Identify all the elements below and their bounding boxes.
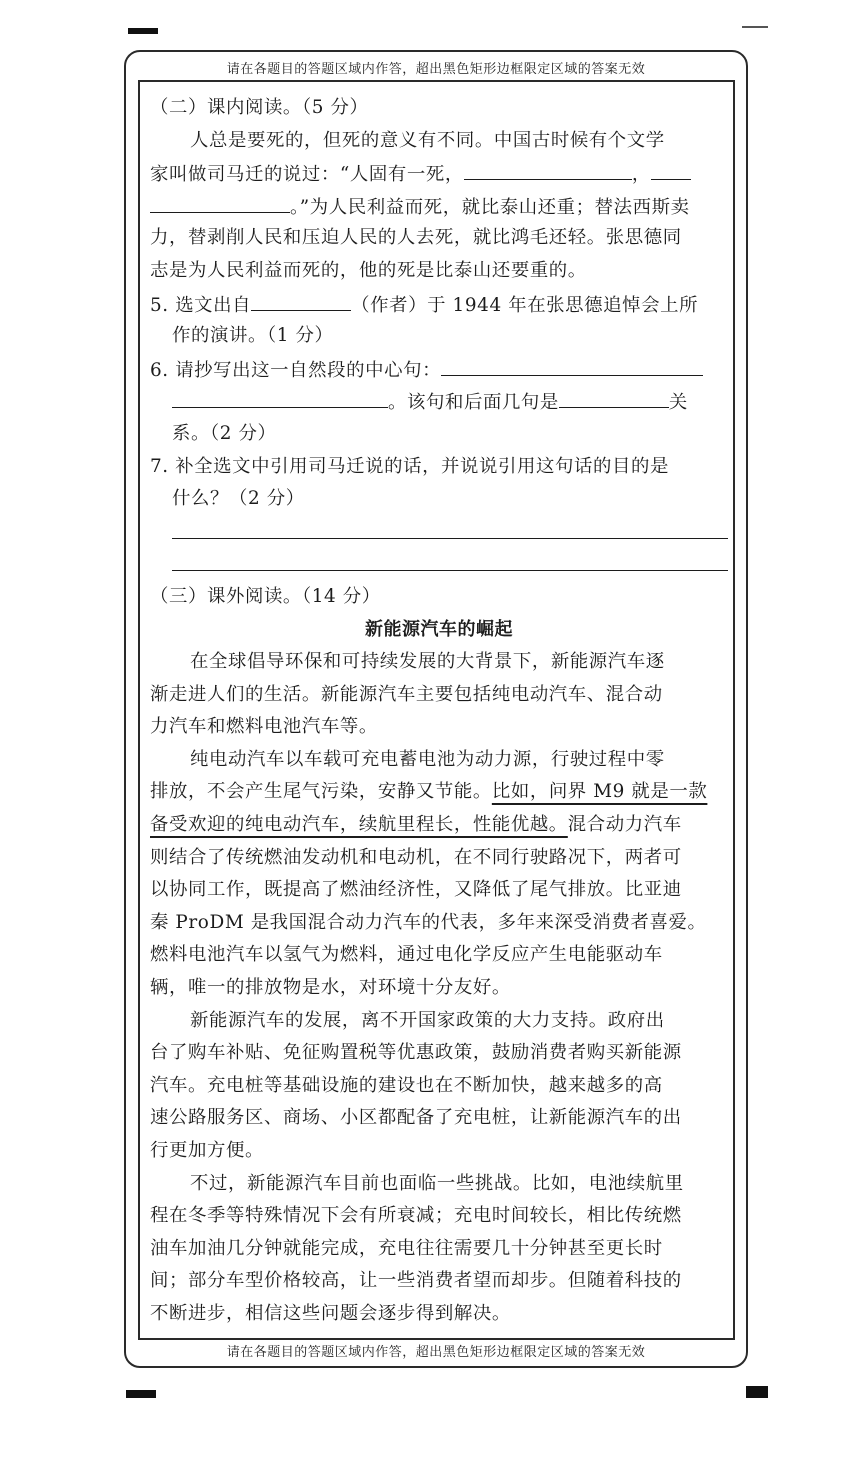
- article-line: 以协同工作，既提高了燃油经济性，又降低了尾气排放。比亚迪: [150, 879, 682, 901]
- article-line: [150, 776, 728, 809]
- passage-line: 人总是要死的，但死的意义有不同。中国古时候有个文学: [190, 129, 665, 151]
- article-line: 油车加油几分钟就能完成，充电往往需要几十分钟甚至更长时: [150, 1237, 663, 1259]
- article-line: 辆，唯一的排放物是水，对环境十分友好。: [150, 977, 511, 999]
- question-5-cont: 作的演讲。（1 分）: [172, 325, 334, 347]
- article-text: 排放，不会产生尾气污染，安静又节能。: [150, 781, 492, 803]
- article-line: 纯电动汽车以车载可充电蓄电池为动力源，行驶过程中零: [190, 748, 665, 770]
- answer-rule: [172, 570, 728, 571]
- passage-line: 志是为人民利益而死的，他的死是比泰山还要重的。: [150, 259, 587, 281]
- question-7: 7. 补全选文中引用司马迁说的话，并说说引用这句话的目的是: [150, 455, 669, 477]
- article-line: 间；部分车型价格较高，让一些消费者望而却步。但随着科技的: [150, 1270, 682, 1292]
- registration-mark-bottom-right: [746, 1386, 768, 1398]
- question-7-cont: 什么？（2 分）: [172, 488, 305, 510]
- passage-text: 家叫做司马迁的说过：“人固有一死，: [150, 164, 464, 186]
- section-2-heading: （二）课内阅读。（5 分）: [150, 97, 369, 118]
- article-line: 渐走进人们的生活。新能源汽车主要包括纯电动汽车、混合动: [150, 683, 663, 705]
- article-line: 力汽车和燃料电池汽车等。: [150, 716, 378, 738]
- answer-line[interactable]: [150, 548, 728, 581]
- answer-blank[interactable]: [251, 288, 351, 311]
- article-line: 不过，新能源汽车目前也面临一些挑战。比如，电池续航里: [190, 1172, 684, 1194]
- question-text: 。该句和后面几句是: [388, 392, 559, 414]
- article-line: 汽车。充电桩等基础设施的建设也在不断加快，越来越多的高: [150, 1074, 663, 1096]
- article-line: 行更加方便。: [150, 1140, 264, 1161]
- article-line: 不断进步，相信这些问题会逐步得到解决。: [150, 1302, 511, 1324]
- notice-bottom: 请在各题目的答题区域内作答，超出黑色矩形边框限定区域的答案无效: [226, 1345, 646, 1360]
- question-text: （作者）于 1944 年在张思德追悼会上所: [351, 294, 699, 316]
- underlined-sentence: 备受欢迎的纯电动汽车，续航里程长，性能优越。: [150, 814, 568, 836]
- question-text: 关: [668, 392, 688, 414]
- underlined-sentence: 比如，问界 M9 就是一款: [491, 781, 708, 803]
- passage-line: [150, 157, 728, 190]
- answer-blank[interactable]: [441, 353, 703, 376]
- registration-mark-top-right: [742, 26, 768, 28]
- article-text: 混合动力汽车: [567, 814, 682, 836]
- answer-line[interactable]: [150, 516, 728, 549]
- article-line: 台了购车补贴、免征购置税等优惠政策，鼓励消费者购买新能源: [150, 1042, 682, 1064]
- question-5: [150, 288, 728, 321]
- article-line: 则结合了传统燃油发动机和电动机，在不同行驶路况下，两者可: [150, 846, 682, 868]
- answer-blank[interactable]: [651, 157, 691, 180]
- article-line: 速公路服务区、商场、小区都配备了充电桩，让新能源汽车的出: [150, 1107, 682, 1129]
- answer-blank[interactable]: [464, 157, 632, 180]
- question-6-cont: [150, 385, 728, 418]
- answer-blank[interactable]: [150, 190, 290, 213]
- registration-mark-bottom-left: [126, 1390, 156, 1398]
- registration-mark-top-left: [128, 28, 158, 34]
- reading-content: [150, 92, 728, 1331]
- question-text: 5. 选文出自: [150, 294, 252, 316]
- section-3-heading: （三）课外阅读。（14 分）: [150, 585, 381, 607]
- notice-top: 请在各题目的答题区域内作答，超出黑色矩形边框限定区域的答案无效: [226, 62, 646, 77]
- article-line: 程在冬季等特殊情况下会有所衰减；充电时间较长，相比传统燃: [150, 1205, 682, 1227]
- answer-rule: [172, 538, 728, 539]
- answer-blank[interactable]: [172, 385, 388, 408]
- article-line: [150, 809, 728, 842]
- question-6: [150, 353, 728, 386]
- article-line: 新能源汽车的发展，离不开国家政策的大力支持。政府出: [190, 1009, 665, 1031]
- article-line: 秦 ProDM 是我国混合动力汽车的代表，多年来深受消费者喜爱。: [150, 911, 707, 933]
- passage-text: 。”为人民利益而死，就比泰山还重；替法西斯卖: [290, 196, 690, 218]
- question-text: 6. 请抄写出这一自然段的中心句：: [150, 359, 442, 381]
- article-line: 燃料电池汽车以氢气为燃料，通过电化学反应产生电能驱动车: [150, 944, 663, 966]
- article-line: 在全球倡导环保和可持续发展的大背景下，新能源汽车逐: [190, 651, 665, 673]
- passage-text: ，: [631, 164, 651, 186]
- passage-line: [150, 190, 728, 223]
- article-title: 新能源汽车的崛起: [365, 618, 513, 640]
- passage-line: 力，替剥削人民和压迫人民的人去死，就比鸿毛还轻。张思德同: [150, 227, 682, 249]
- answer-blank[interactable]: [559, 385, 669, 408]
- question-6-cont: 系。（2 分）: [172, 422, 277, 444]
